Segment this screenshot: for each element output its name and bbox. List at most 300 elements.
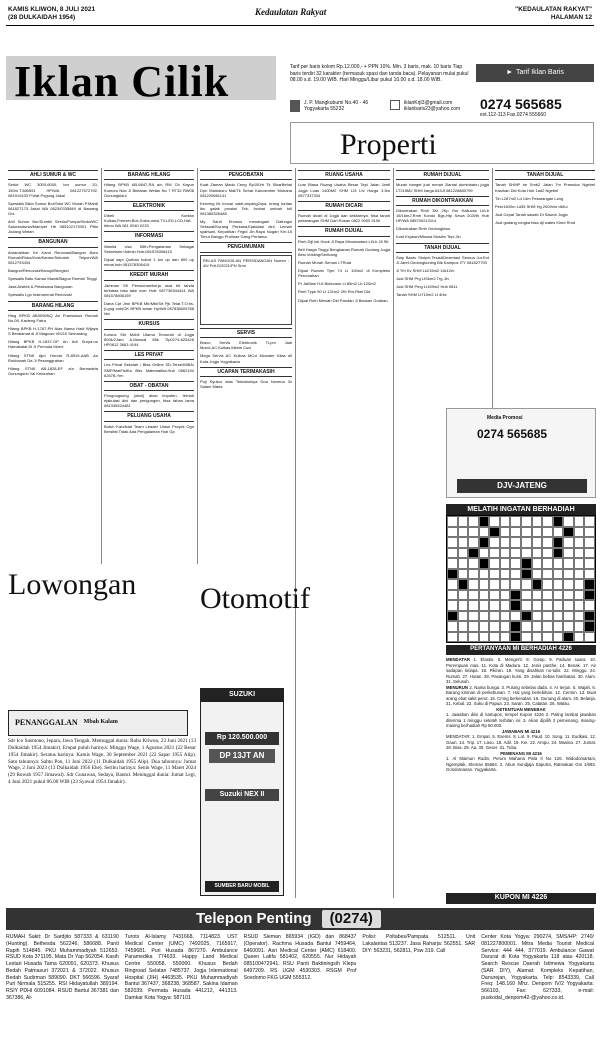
column-divider <box>295 168 296 898</box>
crossword-cell <box>479 632 490 643</box>
penanggalan-body: Sdr Ico Susmono, Jepara, Jawa Tengah. Memuggal dunia: Rabu Kliwon, 23 Juni 2021 (13 Dulkaidah 1954 Jimakir). Empat puluh harinya: Minggu Wage, 1 Agustus 2021 (22 Besar 1954 Jimakir). Seratus harinya: Kamis Wage, 30 September 2021 (22 Sapar 1955 Alip). Satu tahunnya: Sabtu Pon, 11 Juni 2022 (11 Dulkaidah 1955 Alip). Dua tahunnya: Jumat Wage, 2 Juni 2023 (13 Dulkaidah 1956 Ehe). Seribu harinya: Senin Wage, 11 Maret 2024 (29 Ruwah 1957 Jimawal). Sdr Gunawan, Sedayu, Bantul. Meninggal dunia: Jumat Legi, 4 Juni 2021 pukul 06.00 WIB (23 Syawal 1954 Jimakir). <box>8 738 196 786</box>
crossword-cell <box>542 611 553 622</box>
section-heading-lowongan: Lowongan <box>8 568 137 601</box>
crossword-cell <box>510 611 521 622</box>
crossword-cell <box>510 590 521 601</box>
suzuki-dealer: SUMBER BARU MOBIL <box>205 881 279 891</box>
crossword-cell <box>574 548 585 559</box>
column-2 <box>104 168 194 562</box>
section-title: PENGOBATAN <box>200 170 292 180</box>
crossword-cell <box>553 590 564 601</box>
winners-title: PEMENANG MI 4216 <box>500 750 542 756</box>
crossword-cell <box>468 600 479 611</box>
crossword-cell <box>563 632 574 643</box>
crossword-cell <box>500 590 511 601</box>
classified-ad: Jaminan SK Pensiunan/kerja usia blt tanda terbatas bisa take over Hub: 087736344441 WA 081578806159 <box>104 282 194 298</box>
crossword-cell <box>584 590 595 601</box>
classified-ad: Tanah SHM Lt710m2 Lt 4Ha <box>396 292 447 298</box>
crossword-cell <box>458 527 469 538</box>
crossword-cell <box>468 558 479 569</box>
crossword-cell <box>447 548 458 559</box>
tarif-badge <box>476 64 594 82</box>
suzuki-price: Rp 120.500.000 <box>205 732 279 745</box>
crossword-cell <box>489 516 500 527</box>
crossword-cell <box>510 600 521 611</box>
classified-ad: Kencing Itk lnncar sakit,anyang2nya, krang tuntas ibu galak prostat Tek, brobat umbah toll 081385326488 <box>200 200 292 216</box>
crossword-cell <box>500 516 511 527</box>
crossword-cell <box>553 579 564 590</box>
classified-ad: Ahli Sumur Bor/Sumbli Servis/Pompa/SedotWC Salurandunia/Mampet Hb 085102173001 Pttin Jodang Wetan <box>8 219 98 235</box>
crossword-cell <box>500 579 511 590</box>
crossword-cell <box>500 548 511 559</box>
crossword-cell <box>479 569 490 580</box>
header-date <box>8 6 95 21</box>
crossword-cell <box>521 621 532 632</box>
crossword-cell <box>584 632 595 643</box>
crossword-cell <box>574 516 585 527</box>
crossword-cell <box>563 590 574 601</box>
classified-ad: Bravo Servis Elektronik TLpm Jadi Mocci,AC,Kulkas,Mesin Cuci <box>200 340 292 351</box>
crossword-cell <box>542 527 553 538</box>
crossword-cell <box>447 569 458 580</box>
classified-ad: Murah banget jual rumah 2lantai duminbahu jogja LT215M2 SHM harga 643Jt 081226880799 <box>396 182 489 193</box>
crossword-grid <box>446 515 596 643</box>
classified-ad: Hilang STNK AB-1828-EF a/n Bernadeta Gunungsrin Yai Kelurahan <box>8 365 98 376</box>
section-title: RUMAH DICARI <box>298 201 390 211</box>
section-title: BARANG HILANG <box>8 301 98 311</box>
masthead: Kedaulatan Rakyat <box>255 7 327 17</box>
classified-ad: Rumah dicari di Jogja dan sekitarnya, bisa tanah pekarangan SHM Dari Rosan 0822 9000 9100 <box>298 213 390 224</box>
classified-ad: Puji Syukur atas Terkabulnya Doa Novena 3x Salam Maria <box>200 379 292 390</box>
coupon: KUPON MI 4226 <box>446 893 596 904</box>
classified-ad: Siap Bantu Skrlpel,Tesis&Desertasi Semua Jur.Ent Jl.Jaret.Gedongkuning Blk Kampus ITY 081827793 <box>396 254 489 266</box>
crossword-cell <box>584 611 595 622</box>
classified-ad: Rmh Dijl lok Hook Jl Raya Minomartani Lt/Lb 2ll Stt <box>298 238 389 244</box>
telepon-column: Polisi: Poltabes/Pampata 512511. Unit Lakalantas 513237. Jasa Raharja: 562551. SAR DIY: 563231, 562811, Psw 319. Call <box>362 934 476 954</box>
crossword-cell <box>468 527 479 538</box>
crossword-cell <box>489 527 500 538</box>
crossword-cell <box>563 621 574 632</box>
crossword-cell <box>521 611 532 622</box>
crossword-cell <box>563 558 574 569</box>
crossword-cell <box>479 600 490 611</box>
crossword-cell <box>542 537 553 548</box>
suzuki-model: Suzuki NEX II <box>205 789 279 802</box>
classified-ad: Dijual Rumah Tipe 74 Lt 150m2 di Kompleks Perumahan <box>298 268 390 279</box>
crossword-cell <box>510 569 521 580</box>
crossword-cell <box>510 621 521 632</box>
answers-text: MENDATAR: 1. Empat. 5. Esems. 8. Lot. 9. Paud. 10. Song. 11. Eudkasi. 12. Gaun. 14. Trip. 17. Laso. 18. Adil. 19. Kei. 22. Ampu. 24. Masina. 27. Jumat. 28. Bisa. 29. Aa. 30. Geser. 31. Tuba. <box>446 734 596 750</box>
classified-ad: Hilang BPKB H-1837-GP An Adi Surya-no Hamabalat Di Jl Pemuda Murni <box>8 339 98 350</box>
crossword-cell <box>500 537 511 548</box>
crossword-cell <box>479 527 490 538</box>
crossword-cell <box>563 537 574 548</box>
crossword-cell <box>458 590 469 601</box>
section-title: RUMAH DIKONTRAKKAN <box>396 196 489 206</box>
column-3 <box>200 168 292 562</box>
crossword-cell <box>479 516 490 527</box>
clue-text: 1. Elastis. 5. Mengerti. 8. Gosip. 9. Paduan suara. 10. Perempuan mas. 11. Kota di Madura. 12. Jenis panthe. 14. Benak. 17. Air sadapan kelapa. 18. Pikiran. 19. Yang disahkan no-tulis. 22. Minggu. 24. Rumah. 27. Hutan. 28. Pasangan kursi. 29. Jalan bebas hambatan. 30. Alam. 31. Selusuh. <box>446 657 596 684</box>
tarif-badge-label: Tarif Iklan Baris <box>516 68 564 76</box>
crossword-cell <box>574 579 585 590</box>
crossword-cell <box>510 579 521 590</box>
suzuki-brand: SUZUKI <box>201 689 283 702</box>
crossword-cell <box>489 558 500 569</box>
crossword-cell <box>532 590 543 601</box>
telepon-bar <box>6 908 594 930</box>
classified-ad: Rmh Type 90 Lt 131m2 2Kt Rm,Rkel Dkt <box>298 289 371 295</box>
crossword-cell <box>479 579 490 590</box>
classified-ad: Tln L287m2 Ld 14m Pekarangan Lsng <box>495 195 564 201</box>
crossword-cell <box>510 558 521 569</box>
penanggalan-banner <box>8 710 188 736</box>
crossword-cell <box>447 516 458 527</box>
classified-ad: Jual SHM Prg LtSbm2 Trg Jln <box>396 276 449 282</box>
crossword-cell <box>542 621 553 632</box>
crossword-cell <box>521 600 532 611</box>
classified-ad: Spesialis Lgn Instrumenal Renovasi <box>8 292 72 298</box>
classified-ad: Mega Servis AC Kulkas MCci Mcwater Kilas dll Kota Jogja Yogyakarta <box>200 353 292 364</box>
crossword-cell <box>584 527 595 538</box>
classified-ad: Les Privat Sekolah / Bisa Online SD-Terse/IMBA/ SMP/MatFisIKa Bhs Matematika.Hub 0862194 6267B.Yen <box>104 362 194 378</box>
telepon-title: Telepon Penting <box>196 909 312 927</box>
crossword-cell <box>447 558 458 569</box>
clue-text: 2. Nama bunga. 3. Pulung sebelas dada. 4. Ar terjun. 5. Wajah. 6. Barang kiriman di perkebunan. 7. Hal yang berlebihan. 12. Cermin. 13. Buat arang obat sakit perut. 15. Cmng berkenalan. 16. Gunung di alam. 20. Belanja. 21. Kebal. 22. Suku di Papua. 23. Saran. 25. Catatan. 26. Walau. <box>446 684 596 706</box>
classified-ad: Dijual sapi Qurban bobot 1 ton up dan 800 up minat hub 081578306419 <box>104 257 194 268</box>
crossword-cell <box>542 579 553 590</box>
crossword-cell <box>500 632 511 643</box>
crossword-cell <box>553 527 564 538</box>
crossword-cell <box>574 590 585 601</box>
header-date-line: KAMIS KLIWON, 8 JULI 2021 <box>8 6 96 13</box>
classified-ad: Pongongsong (obat) atasi impoten, ternah ejakulasi dini dan pengungen, bisa tahan lama 081335524481 <box>104 393 194 409</box>
crossword-cell <box>542 590 553 601</box>
classified-ad: Kuat Zaman Madu Ceng Rp100rb Tk SikarBehal Dpn Malioboro Mal/Tk Sehat Kanosmher Mubana 081229661141 <box>200 182 292 198</box>
rules-title: KETENTUAN MENEBAK <box>496 706 546 712</box>
crossword-cell <box>574 537 585 548</box>
crossword-cell <box>542 632 553 643</box>
section-title: OBAT - OBATAN <box>104 381 194 391</box>
section-title: BANGUNAN <box>8 237 98 247</box>
crossword-cell <box>563 579 574 590</box>
crossword-cell <box>532 632 543 643</box>
crossword-cell <box>542 548 553 559</box>
crossword-cell <box>521 516 532 527</box>
location-icon <box>290 100 300 112</box>
crossword-cell <box>521 558 532 569</box>
section-title: PELUANG USAHA <box>104 411 194 421</box>
crossword-cell <box>479 558 490 569</box>
classified-ad: Wanita Usa 55th,Pengalaman Sebagai Sekretaris+Admin.Hub:081578306419 <box>104 243 194 254</box>
classified-ad: Hilang BPKB AB-6847-RA a/n RM Cb Kayun Kumoro Ndo Jl Bintaran Wetan No 7 RT32 RW08 Gunungkidul <box>104 182 194 198</box>
classified-ad: Dijual Rmh Mewah Dkt Pandan Jl Bausan Godean <box>298 297 388 303</box>
crossword-cell <box>584 548 595 559</box>
crossword-cell <box>553 632 564 643</box>
crossword-cell <box>584 516 595 527</box>
promo-phone: 0274 565685 <box>477 427 548 441</box>
clue-label: MENURUN <box>446 684 468 690</box>
crossword-cell <box>458 516 469 527</box>
crossword-cell <box>468 632 479 643</box>
classified-ad: Dikontrakan Rmh 3Kt 2Kp Grs Hallucas Lt/Lb 16/16m2,Rmh Kondo Bgs,Htp Sewa 20Jt/th Hub HP/WA 085700213114 <box>396 208 489 224</box>
classified-ad: Dana Cpt Jmn BPKB Mtr/Mbl/Srt Pjk Telat.T.O.bs.(Lgng cair)OK BPKB aman Hp/WA 087838609788 Ida <box>104 300 194 317</box>
classified-ad: Spesialis Bikin Sumur Bor/Sdot WC Murah P.Mardi 081827173 Jakal WA 0823/0335849 di Bawang Grs <box>8 200 98 216</box>
crossword-cell <box>574 558 585 569</box>
crossword-cell <box>542 558 553 569</box>
crossword-cell <box>532 569 543 580</box>
classified-ad: Butuh Kandidat Team Leader Untuk Proyek Ogn Bersifat Tidak Ada Pengalaman Hub Gp <box>104 423 194 434</box>
suzuki-dp: DP 13JT AN <box>209 749 275 763</box>
crossword-cell <box>532 579 543 590</box>
crossword-cell <box>563 527 574 538</box>
classified-ad: Jual Cepat Tanah sawah Di Sawon Jogja <box>495 211 568 217</box>
section-title: KREDIT MURAH <box>104 270 194 280</box>
header-page-number: HALAMAN 12 <box>550 13 592 21</box>
crossword-cell <box>510 632 521 643</box>
column-divider <box>393 168 394 898</box>
crossword-cell <box>458 632 469 643</box>
crossword-cell <box>553 621 564 632</box>
crossword-cell <box>521 527 532 538</box>
crossword-cell <box>458 600 469 611</box>
crossword-cell <box>447 611 458 622</box>
classified-ad: Hlng BPKB AB3006NQ An Fransiskus Rumah No.08. Kavleng Fatra <box>8 312 98 324</box>
crossword-cell <box>500 527 511 538</box>
crossword-cell <box>574 569 585 580</box>
crossword-cell <box>458 537 469 548</box>
section-title: RUANG USAHA <box>298 170 390 180</box>
crossword-cell <box>500 621 511 632</box>
telepon-column: RSUD Sleman 865934 (IGD) dan 868437 (Operator). Rachma Husada Bantul 7459464, 6460091. Asri Medical Center (AMC) 618400. Queen Latifa 581402, 620555. Nur Hidayah 085100472941. RSU Panti Baktiningsih Klepu 6497209. RS UGM 4530303. RSGM Prof Soedomo FKG UGM 555312. <box>243 934 357 981</box>
section-title: KURSUS <box>104 319 194 329</box>
telepon-column: RUMAH Sakit: Dr Sardjito 587333 & 631190 (Hunting). Bethesda 562246, 586688. Panti Rapih 514845. PKU Muhammadiyah 512653. RSUD Kota 371195. Mata Dr Yap 562054. Kasih Lestari Husada Tama 620091, 620373. Khusus Bedah Patmasuri 372021 & 372022. Khusus Bedah Sudirman 589090. DKT 566596. Syaraf Puri Nirmala 515255. RSI Hidayatullah 389194. RSIY PDHI 6091084. RSUD Bantul 367381 dan 367386, Al- <box>6 934 119 1001</box>
header-rule <box>6 25 594 26</box>
crossword-cell <box>500 569 511 580</box>
crossword-cell <box>521 579 532 590</box>
column-divider <box>101 168 102 564</box>
penanggalan-title: PENANGGALAN <box>15 718 78 727</box>
crossword-cell <box>447 537 458 548</box>
winners-text: 1. Al Maimun Rudin, Perum Wahana Pisla II No 126. Widodomartani, Ngemplak, Sleman 55584. 2. Abun Sundjaja Saputra, Ratmakan Gm 1/693. Gondomanan. Yogyakarta. <box>446 756 596 772</box>
crossword-cell <box>468 516 479 527</box>
crossword-cell <box>532 621 543 632</box>
crossword-question-title: PERTANYAAN MI BERHADIAH 4226 <box>446 645 596 655</box>
promo-ad <box>446 408 596 498</box>
crossword-cell <box>574 527 585 538</box>
crossword-clues <box>446 657 596 891</box>
promo-label: Media Promosi <box>487 415 523 421</box>
crossword-cell <box>447 579 458 590</box>
crossword-cell <box>500 600 511 611</box>
crossword-cell <box>521 590 532 601</box>
section-title: SERVIS <box>200 328 292 338</box>
crossword-cell <box>532 600 543 611</box>
crossword-cell <box>532 516 543 527</box>
classified-ad: Bell Harga Tinggi Bengkanan Rumah Gudang Jogja Besi Volding/Seribang <box>298 246 390 257</box>
crossword-cell <box>584 537 595 548</box>
crossword-cell <box>479 590 490 601</box>
crossword-cell <box>553 569 564 580</box>
crossword-cell <box>563 548 574 559</box>
crossword-cell <box>458 611 469 622</box>
crossword-cell <box>458 558 469 569</box>
crossword-cell <box>574 621 585 632</box>
classified-ad: Kost Kryawn/Mhswa Muslim Tepi Jln <box>396 234 461 240</box>
crossword-cell <box>500 611 511 622</box>
crossword-cell <box>468 579 479 590</box>
penanggalan-subtitle: Mbah Kalam <box>83 719 118 726</box>
arrow-icon: ► <box>506 68 514 76</box>
section-title: ELEKTRONIK <box>104 201 194 211</box>
column-1 <box>8 168 98 562</box>
crossword-cell <box>574 632 585 643</box>
crossword-title: MELATIH INGATAN BERHADIAH <box>446 504 596 516</box>
crossword-cell <box>553 611 564 622</box>
crossword-cell <box>553 537 564 548</box>
crossword-cell <box>458 579 469 590</box>
crossword-cell <box>479 621 490 632</box>
rules-text: 1. Jawaban diisi di kartupos, tempel Kupon 4226 2. Paling lambat jawaban diterima 1 minggu setelah terbitan ini. 3. Akan dipilih 2 pemenang, masing-masing berhadiah Rp 50.000. <box>446 712 596 728</box>
crossword-cell <box>468 621 479 632</box>
column-6 <box>495 168 595 403</box>
crossword-cell <box>489 621 500 632</box>
answers-title: JAWABAN MI 4216 <box>501 728 541 734</box>
crossword-cell <box>447 632 458 643</box>
djv-brand: DJV-JATENG <box>457 479 587 493</box>
crossword-cell <box>532 537 543 548</box>
header-section <box>515 6 592 21</box>
classified-ad: Kursus Stir Mobil Utama Temurah di Jogja 800k/2Jam A.Manual 85k Tlp0274-625426 HP0812 2663 4194 <box>104 331 194 347</box>
crossword-cell <box>489 537 500 548</box>
crossword-cell <box>584 621 595 632</box>
column-4 <box>298 168 390 562</box>
classified-ad: Hilang STNK Ajm Honda R-8519-AAB An Rokhanah Da Jl Pesanggrahan <box>8 352 98 363</box>
crossword-cell <box>532 611 543 622</box>
classified-ad: My Santi Khusus menangani Dafungsi Seksual/Kurang Perkasa,Ejakulasi dini, Lemah syahwat, Keputihan Frigid Jln.Raya Nogan Km.15 Timur Bangjo Prolinae Gang Pertama. <box>200 219 292 240</box>
crossword-cell <box>510 516 521 527</box>
court-notice: RELAS PANGGILAN PERSIDANGAN Nomor : 40/ Pdt.G/2021/PN Smn <box>200 255 292 325</box>
crossword-cell <box>574 600 585 611</box>
crossword-cell <box>532 548 543 559</box>
tarif-text: Tarif per baris kolom Rp.12.000,- + PPN 10%. Min. 3 baris, mak. 10 baris Tiap baris terdiri 32 karakter (termasuk spasi dan tanda baca). Pelayanan mulai pukul 08.00 s.d. 19.00 WIB. Hari Minggu/Libur pukul 10.00 s.d. 18.00 WIB. <box>290 64 469 83</box>
section-title: RUMAH DIJUAL <box>298 226 390 236</box>
crossword-cell <box>542 600 553 611</box>
classified-ad: Jual gudang rongka bisa djl wates Kimd Rmd <box>495 219 576 225</box>
crossword-cell <box>510 537 521 548</box>
crossword-cell <box>532 558 543 569</box>
section-title: LES PRIVAT <box>104 350 194 360</box>
column-divider <box>197 168 198 564</box>
crossword-cell <box>563 600 574 611</box>
crossword-cell <box>500 558 511 569</box>
clue-label: MENDATAR <box>446 657 470 662</box>
crossword-cell <box>489 548 500 559</box>
section-heading-otomotif: Otomotif <box>200 582 310 615</box>
classified-ad: Pr JalMas H-6 Bulecatur Lt 85m2 Lb 120m2 <box>298 281 376 287</box>
classified-ad: Sedot WC 3000-6000, bor sumur 20-150m.T.585591 HP/WA 081227572792. 081910433 P.Wat Pogung Jakal <box>8 182 98 198</box>
classified-ad: Bangun/Renovasi/Kanopi/Bengkel <box>8 268 69 274</box>
contact-phone-ext: ext.112-113 Fax.0274 555660 <box>480 112 546 118</box>
contact-emails: iklanKrjt3@gmail.com iklanbaris23@yahoo.com <box>404 100 461 113</box>
section-title: TANAH DIJUAL <box>396 243 489 253</box>
classified-ad: Tanah SHMP ke Smb2 Jalan 7m Pramuka Ngebel Kasihan Dkt Kota Hub 1ad2 Ngebel <box>495 182 595 193</box>
crossword-cell <box>479 611 490 622</box>
crossword-cell <box>542 516 553 527</box>
crossword-cell <box>468 569 479 580</box>
crossword-cell <box>479 537 490 548</box>
classified-ad: Rumah Murah Seman LTRuta <box>298 260 352 266</box>
classified-ad: Jasa Arsitek & Pelaksana Bangunan <box>8 284 73 290</box>
crossword-cell <box>521 537 532 548</box>
crossword-cell <box>510 527 521 538</box>
crossword-cell <box>553 516 564 527</box>
crossword-cell <box>584 558 595 569</box>
section-title: RUMAH DIJUAL <box>396 170 489 180</box>
section-title: TANAH DIJUAL <box>495 170 595 180</box>
email-icon <box>390 100 400 110</box>
classified-ad: Luar Biasa Ruang Usaha Besar Tepi Jalan Jantl Jogja Luas 1400M2 SHM Lt3 Ltv Harga 3,5m 0877337334 <box>298 182 390 198</box>
classified-ad: Dikontrakan Rmh Gedongkiwo <box>396 226 451 232</box>
crossword-cell <box>489 569 500 580</box>
crossword-cell <box>447 527 458 538</box>
crossword-cell <box>542 569 553 580</box>
telepon-column: Turots Al-Islamy 7431668, 7114823. UST Medical Center (UMC) 7492025, 7165917, 7459681. Puri Husada 867270. Ambulance Paramedika 774633. Happy Land Medical Centre 550058, 550060. Khusus Bedah Ringroad Selatan 7485737. Jogja International Hospital (JIH) 4463535. PKU Muhammadiyah Bantul 367437, 368238, 368587. Sakina Idaman 582039. Permata Husada 441212, 441313. Damkar Kota Yogya: 587101 <box>124 934 238 1001</box>
crossword-cell <box>468 537 479 548</box>
crossword-cell <box>521 632 532 643</box>
crossword-cell <box>458 548 469 559</box>
crossword-cell <box>553 558 564 569</box>
crossword-cell <box>521 569 532 580</box>
crossword-cell <box>584 569 595 580</box>
crossword-cell <box>553 600 564 611</box>
crossword-cell <box>447 600 458 611</box>
contact-address: J. P. Mangkubumi No.40 - 46 Yogyakarta 55232 <box>304 100 369 113</box>
crossword-cell <box>468 548 479 559</box>
banner-title: Iklan Cilik <box>14 57 230 106</box>
crossword-cell <box>468 611 479 622</box>
crossword-cell <box>584 579 595 590</box>
telepon-code: (0274) <box>322 910 381 929</box>
crossword-cell <box>489 579 500 590</box>
crossword-cell <box>563 516 574 527</box>
classified-ad: Hilang BPKB H-1787-PH Alas Nama Hadi Wijaya S Beralamat di Jl Maguwo VIII/10 Semarang <box>8 326 98 337</box>
classified-ad: Amanahkan Ke Kami Renovasi/Bangun Baru Rumah/Ruko/Kost/Kantor/Sekolah Telpon/WA 0812793434 <box>8 249 98 265</box>
crossword-cell <box>584 600 595 611</box>
crossword-cell <box>447 590 458 601</box>
header-hijri-line: (28 DULKAIDAH 1954) <box>8 13 76 21</box>
crossword-cell <box>489 600 500 611</box>
property-banner <box>290 122 594 164</box>
crossword-cell <box>521 548 532 559</box>
crossword-cell <box>458 621 469 632</box>
crossword-cell <box>553 548 564 559</box>
section-title: INFORMASI <box>104 231 194 241</box>
header-section-name: "KEDAULATAN RAKYAT" <box>515 6 592 13</box>
classified-ad: Spesialis Batu Kamar Mandi/Bagun Rumah Tinggi <box>8 276 97 282</box>
crossword-cell <box>489 611 500 622</box>
section-title: PENGUMUMAN <box>200 242 292 252</box>
classified-ad: Jl Trh Kv SHM Lk215m2 18x12m <box>396 268 455 274</box>
crossword-cell <box>489 632 500 643</box>
crossword-cell <box>532 527 543 538</box>
crossword-cell <box>479 548 490 559</box>
crossword-cell <box>447 621 458 632</box>
telepon-column: Center Kota Yogya: 290274, SMS/HP: 2740/ 081227800001. Mitra Media Tourist Medical Service: 444 444, 377019. Ambulance Gawat Darurat di Kota Yogyakarta 118 atau 420118. Search Rescue Daerah Istimewa Yogyakarta (SAR DIY), Alamat: Kompleks Kepatihan, Danurejan, Yogyakarta. Telp: 8543339, Call Freq: 148.160 Mhz. Denpom IV/2 Yogyakarta: 566103, Fax: 627333, e-mail: puskodal_denpom42-@yahoo.co.id. <box>481 934 594 1001</box>
section-title: BARANG HILANG <box>104 170 194 180</box>
classified-ad: Dibeli Kontan Kulkas,Freezer,Box,Sokis,mesi,TV,LED,LCD,Hat-lebon WA 081 0040 0233 <box>104 213 194 229</box>
classified-ad: Jual SHM Pmg Lt159m2 Hub 0811 <box>396 284 458 290</box>
section-title: UCAPAN TERIMAKASIH <box>200 367 292 377</box>
